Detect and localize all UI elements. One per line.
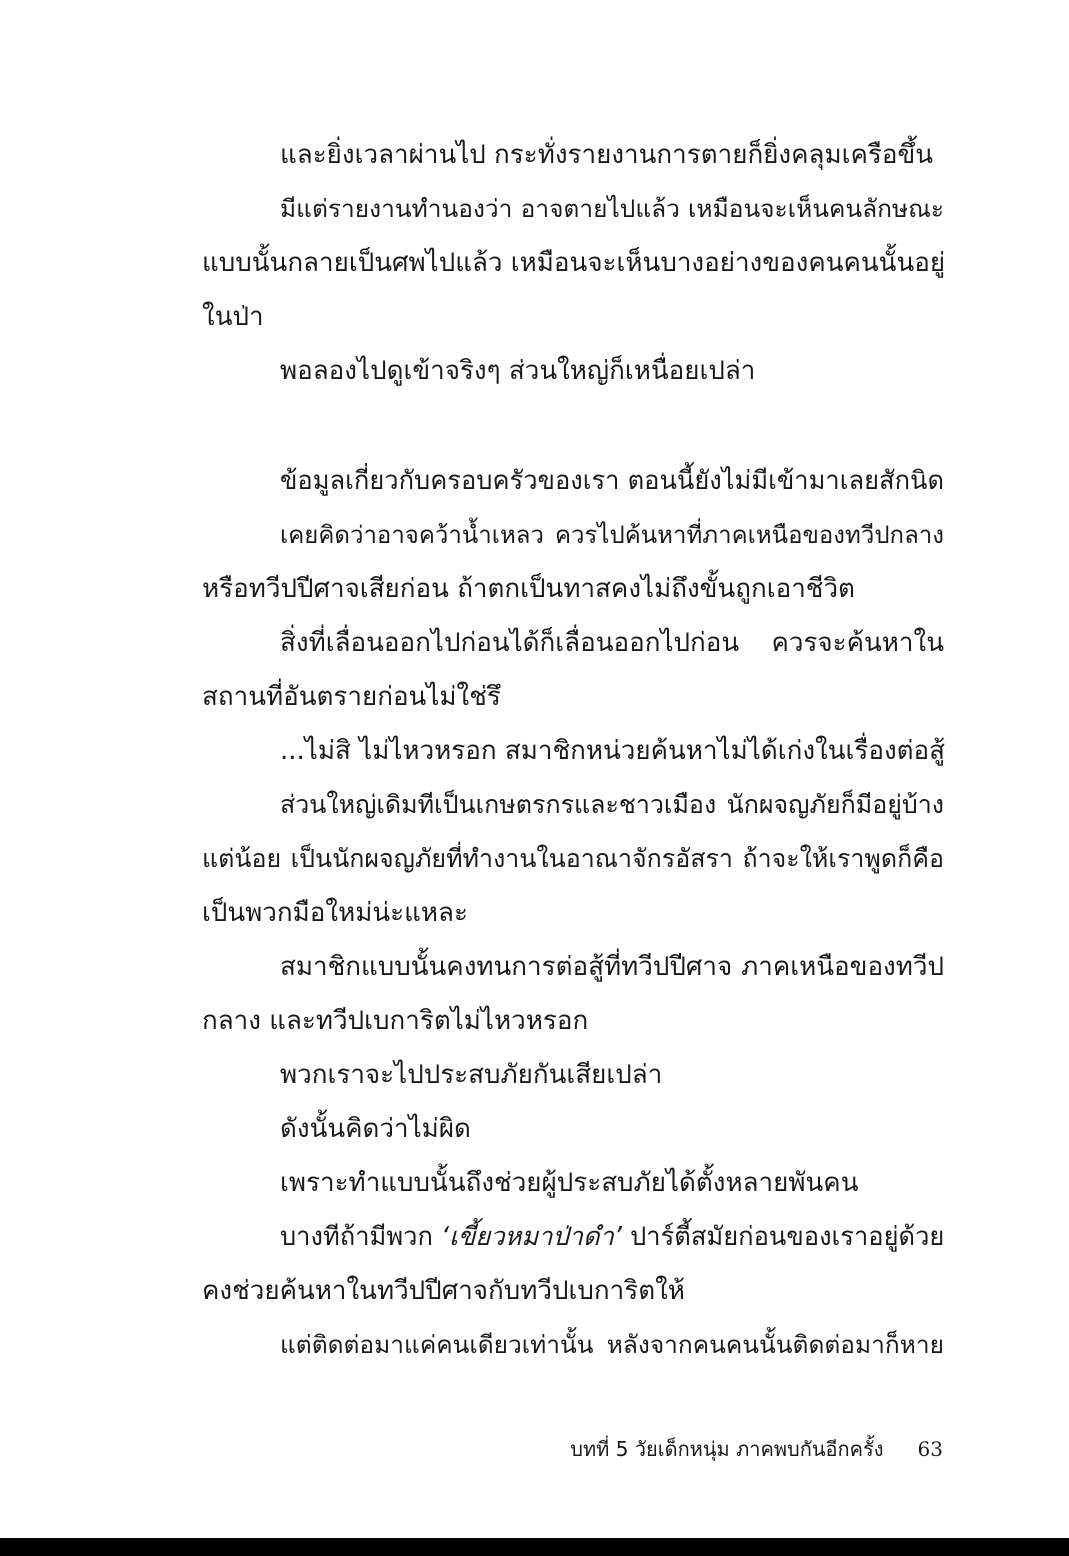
paragraph-line: ดังนั้นคิดว่าไม่ผิด: [280, 1114, 471, 1144]
paragraph-line: หรือทวีปปีศาจเสียก่อน ถ้าตกเป็นทาสคงไม่ถึงขั้นถูกเอาชีวิต: [202, 574, 855, 604]
paragraph-line: ...ไม่สิ ไม่ไหวหรอก สมาชิกหน่วยค้นหาไม่ได้เก่งในเรื่องต่อสู้: [280, 736, 946, 766]
paragraph-line: ส่วนใหญ่เดิมทีเป็นเกษตรกรและชาวเมือง นักผจญภัยก็มีอยู่บ้าง: [280, 790, 944, 819]
paragraph-line: สมาชิกแบบนั้นคงทนการต่อสู้ที่ทวีปปีศาจ ภาคเหนือของทวีป: [280, 952, 944, 982]
chapter-title: บทที่ 5 วัยเด็กหนุ่ม ภาคพบกันอีกครั้ง: [570, 1437, 884, 1461]
paragraph-line: เป็นพวกมือใหม่น่ะแหละ: [202, 898, 468, 928]
page-number: 63: [917, 1437, 943, 1461]
paragraph-line: สิ่งที่เลื่อนออกไปก่อนได้ก็เลื่อนออกไปก่อน ควรจะค้นหาใน: [280, 628, 944, 658]
paragraph-text: บางทีถ้ามีพวก: [280, 1222, 442, 1252]
paragraph-line: มีแต่รายงานทำนองว่า อาจตายไปแล้ว เหมือนจะเห็นคนลักษณะ: [280, 194, 944, 223]
page-footer: [570, 1434, 943, 1464]
paragraph-line: กลาง และทวีปเบการิตไม่ไหวหรอก: [202, 1006, 589, 1036]
paragraph-line: เคยคิดว่าอาจคว้าน้ำเหลว ควรไปค้นหาที่ภาคเหนือของทวีปกลาง: [280, 521, 944, 549]
paragraph-line: ในป่า: [202, 302, 264, 332]
section-break: [202, 398, 944, 454]
paragraph-line: พวกเราจะไปประสบภัยกันเสียเปล่า: [280, 1060, 663, 1090]
paragraph-line: ข้อมูลเกี่ยวกับครอบครัวของเรา ตอนนี้ยังไม่มีเข้ามาเลยสักนิด: [280, 466, 945, 496]
party-name: ‘เขี้ยวหมาป่าดำ’: [441, 1222, 622, 1252]
paragraph-line: [202, 1210, 944, 1264]
paragraph-line: แต่ติดต่อมาแค่คนเดียวเท่านั้น หลังจากคนคนนั้นติดต่อมาก็หาย: [280, 1330, 944, 1359]
paragraph-line: พอลองไปดูเข้าจริงๆ ส่วนใหญ่ก็เหนื่อยเปล่า: [280, 356, 756, 386]
paragraph-line: และยิ่งเวลาผ่านไป กระทั่งรายงานการตายก็ยิ่งคลุมเครือขึ้น: [280, 140, 933, 170]
paragraph-text: ปาร์ตี้สมัยก่อนของเราอยู่ด้วย: [621, 1222, 945, 1252]
paragraph-line: เพราะทำแบบนั้นถึงช่วยผู้ประสบภัยได้ตั้งหลายพันคน: [280, 1168, 859, 1198]
paragraph-line: คงช่วยค้นหาในทวีปปีศาจกับทวีปเบการิตให้: [202, 1276, 685, 1306]
bottom-edge-bar: [0, 1538, 1069, 1556]
paragraph-line: แต่น้อย เป็นนักผจญภัยที่ทำงานในอาณาจักรอัสรา ถ้าจะให้เราพูดก็คือ: [202, 844, 944, 873]
paragraph-line: สถานที่อันตรายก่อนไม่ใช่รึ: [202, 682, 501, 712]
body-text: [202, 128, 944, 1372]
paragraph-line: แบบนั้นกลายเป็นศพไปแล้ว เหมือนจะเห็นบางอย่างของคนคนนั้นอยู่: [202, 248, 946, 278]
